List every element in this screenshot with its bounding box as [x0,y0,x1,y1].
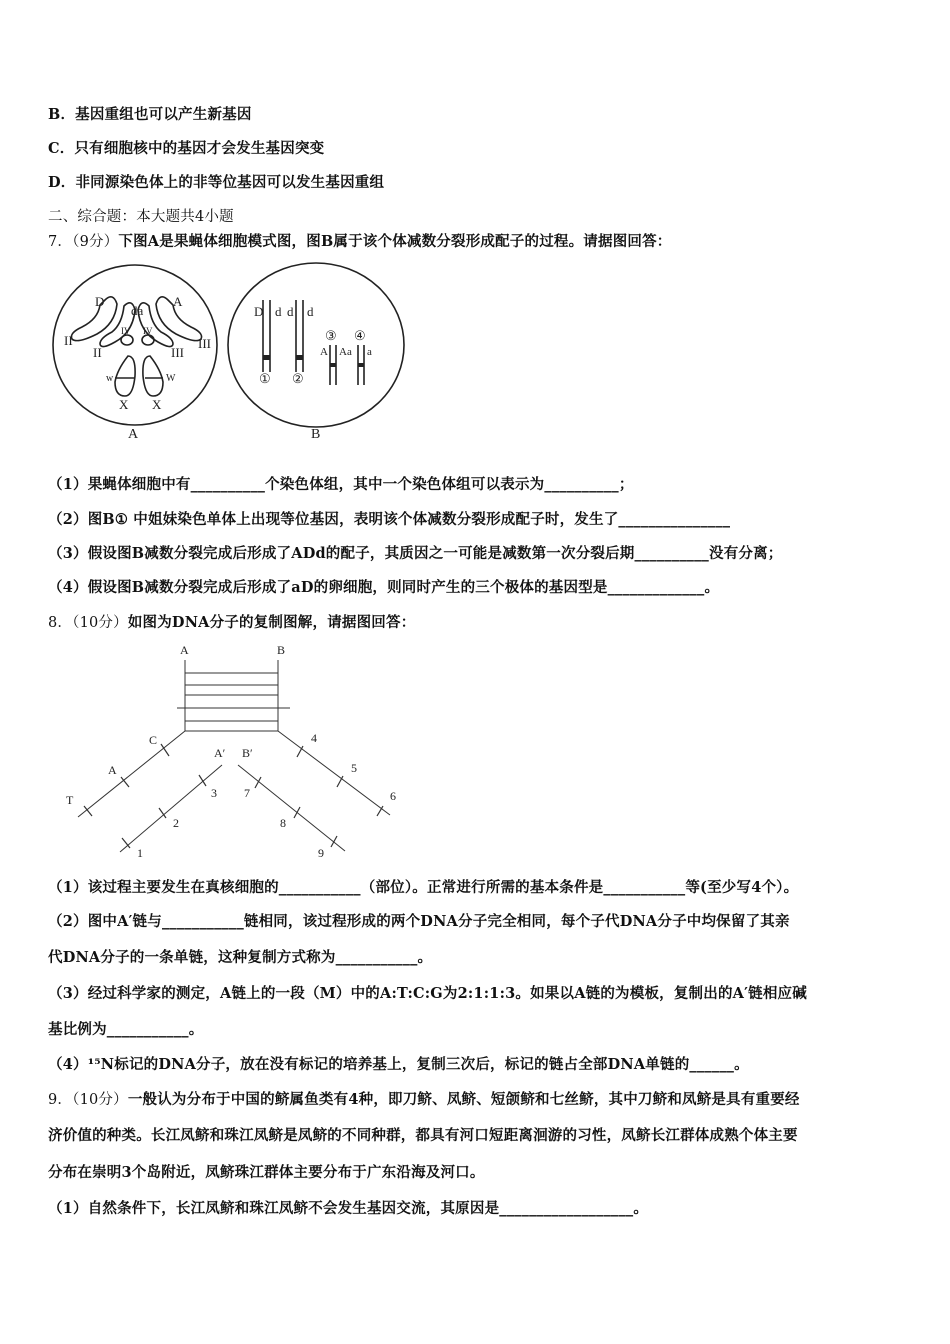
fig-a-label: IV [121,326,131,336]
fig-b-label: D [254,304,264,319]
dna-label: 1 [137,846,143,860]
q8-stem-text: 如图为DNA分子的复制图解，请据图回答： [127,614,416,631]
chromosome [138,303,173,347]
fig-b-label: ② [292,371,304,386]
chromosome [143,356,163,396]
dna-label: 5 [351,761,357,775]
fig-b-label: ① [259,371,271,386]
fig-a-label: D [95,294,105,309]
chromosome [156,297,202,341]
fig-a-caption: A [128,427,139,442]
fig-a-label: III [171,345,184,360]
fig-b-label: ④ [354,328,366,343]
option-d: D．非同源染色体上的非等位基因可以发生基因重组 [48,174,385,191]
option-c: C．只有细胞核中的基因才会发生基因突变 [48,140,325,157]
q9-part-1: （1）自然条件下，长江凤鲚和珠江凤鲚不会发生基因交流，其原因是__________________。 [48,1200,649,1217]
fig-b-label: Aa [339,346,352,358]
option-b: B．基因重组也可以产生新基因 [48,106,252,123]
fig-a-label: W [166,373,176,384]
dna-replication-figure [78,660,390,852]
q8-part-2-cont: 代DNA分子的一条单链，这种复制方式称为___________。 [48,949,433,966]
q7-part-3: （3）假设图B减数分裂完成后形成了ADd的配子，其质因之一可能是减数第一次分裂后期__________没有分离； [48,545,783,562]
chromosome [121,335,133,345]
fig-a-label: IV [143,326,153,336]
q9-stem-line: 济价值的种类。长江凤鲚和珠江凤鲚是凤鲚的不同种群，都具有河口短距离洄游的习性，凤鲚长江群体成熟个体主要 [48,1127,798,1144]
fig-a-label: X [119,397,129,412]
q8-number: 8．（10分） [48,615,128,631]
dna-label: T [66,793,74,807]
q7-part-2: （2）图B① 中姐妹染色单体上出现等位基因，表明该个体减数分裂形成配子时，发生了_______________ [48,511,731,528]
fig-a-label: III [198,336,211,351]
dna-label: A [108,763,117,777]
q8-part-4: （4）¹⁵N标记的DNA分子，放在没有标记的培养基上，复制三次后，标记的链占全部DNA单链的______。 [48,1056,749,1073]
fig-b-label: d [307,304,314,319]
chromosome [142,335,154,345]
q7-part-1: （1）果蝇体细胞中有__________个染色体组，其中一个染色体组可以表示为__________； [48,476,634,493]
dna-label: A [180,643,189,657]
q9-stem-line: 一般认为分布于中国的鲚属鱼类有4种，即刀鲚、凤鲚、短颌鲚和七丝鲚，其中刀鲚和凤鲚是具有重要经 [127,1091,800,1108]
fig-a-label: II [64,333,73,348]
chromosome [71,297,117,341]
dna-label: 3 [211,786,217,800]
q7-part-4: （4）假设图B减数分裂完成后形成了aD的卵细胞，则同时产生的三个极体的基因型是_____________。 [48,579,720,596]
fig-b-label: A [320,346,328,358]
q8-part-2: （2）图中A′链与___________链相同，该过程形成的两个DNA分子完全相同，每个子代DNA分子中均保留了其亲 [48,913,790,930]
fig-a-label: A [173,294,183,309]
chromosome [115,356,135,396]
dna-label: B′ [242,746,253,760]
dna-label: 9 [318,846,324,860]
q7-number: 7．（9分） [48,234,119,250]
dna-label: A′ [214,746,226,760]
q7-stem-text: 下图A是果蝇体细胞模式图，图B属于该个体减数分裂形成配子的过程。请据图回答： [118,233,672,250]
fig-b-label: ③ [325,328,337,343]
cell-b-outline [228,263,404,427]
q9-stem [48,1088,800,1109]
dna-label: 6 [390,789,396,803]
dna-label: C [149,733,158,747]
dna-label: 2 [173,816,179,830]
fig-b-label: d [287,304,294,319]
fig-b-caption: B [311,427,321,442]
fig-b-label: d [275,304,282,319]
cell-a-outline [53,265,217,425]
dna-label: 7 [244,786,250,800]
fig-a-label: X [152,397,162,412]
q8-part-3: （3）经过科学家的测定，A链上的一段（M）中的A:T:C:G为2:1:1:3。如果以A链的为模板，复制出的A′链相应碱 [48,985,807,1002]
fig-b-label: a [367,346,372,358]
q8-stem [48,611,415,632]
dna-label: 4 [311,731,317,745]
dna-label: B [277,643,286,657]
dna-label: 8 [280,816,286,830]
fig-a-label: da [131,303,144,318]
q8-part-3-cont: 基比例为___________。 [48,1021,204,1038]
chromosome [100,303,135,347]
q8-part-1: （1）该过程主要发生在真核细胞的___________（部位）。正常进行所需的基本条件是___________等(至少写4个）。 [48,879,799,896]
fig-a-label: II [93,345,102,360]
q9-stem-line: 分布在崇明3个岛附近，凤鲚珠江群体主要分布于广东沿海及河口。 [48,1164,485,1181]
q7-stem [48,230,672,251]
fig-a-label: w [106,373,114,384]
q9-number: 9．（10分） [48,1092,128,1108]
section-heading: 二、综合题：本大题共4小题 [48,209,234,225]
